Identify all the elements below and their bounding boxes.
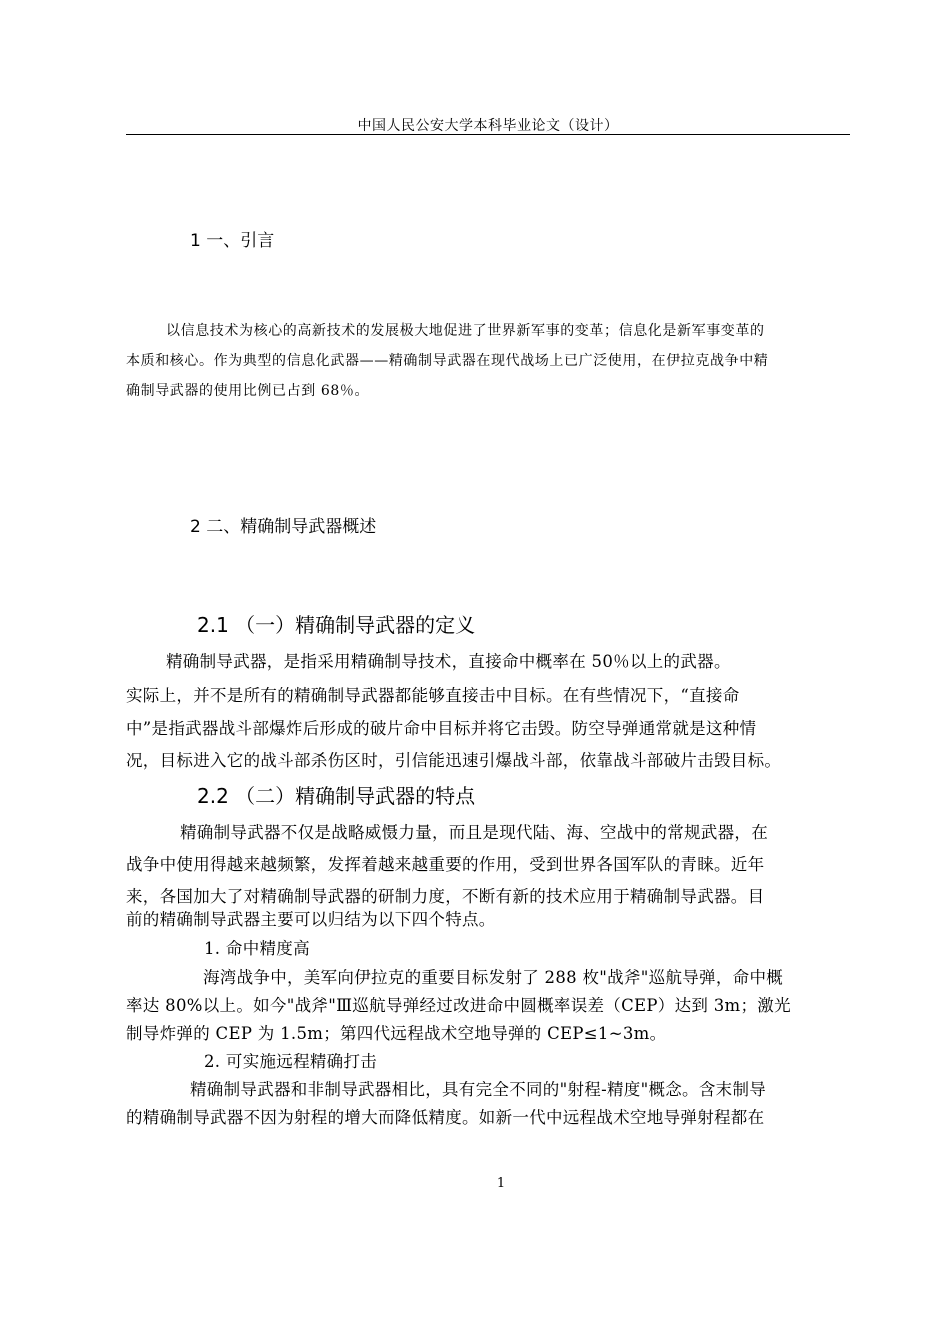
page-header: 中国人民公安大学本科毕业论文（设计）: [357, 118, 619, 134]
features-paragraph-line: 精确制导武器不仅是战略威慑力量，而且是现代陆、海、空战中的常规武器，在: [180, 823, 768, 842]
intro-paragraph-line: 确制导武器的使用比例已占到 68％。: [126, 383, 370, 399]
feature-1-line: 制导炸弹的 CEP 为 1.5m；第四代远程战术空地导弹的 CEP≤1~3m。: [126, 1024, 667, 1043]
definition-paragraph-line: 中”是指武器战斗部爆炸后形成的破片命中目标并将它击毁。防空导弹通常就是这种情: [126, 719, 757, 738]
section-2-heading: 2 二、精确制导武器概述: [190, 517, 377, 537]
definition-paragraph-line: 况，目标进入它的战斗部杀伤区时，引信能迅速引爆战斗部，依靠战斗部破片击毁目标。: [126, 751, 782, 770]
feature-1-label: 1. 命中精度高: [204, 939, 310, 958]
definition-paragraph-line: 实际上，并不是所有的精确制导武器都能够直接击中目标。在有些情况下，“直接命: [126, 686, 740, 705]
intro-paragraph-line: 以信息技术为核心的高新技术的发展极大地促进了世界新军事的变革；信息化是新军事变革的: [166, 323, 765, 339]
section-1-heading: 1 一、引言: [190, 231, 275, 251]
feature-2-label: 2. 可实施远程精确打击: [204, 1052, 378, 1071]
definition-paragraph-line: 精确制导武器，是指采用精确制导技术，直接命中概率在 50％以上的武器。: [166, 652, 731, 671]
header-rule: [126, 134, 850, 135]
page-number: 1: [496, 1176, 506, 1191]
section-2-2-heading: 2.2 （二）精确制导武器的特点: [197, 784, 476, 808]
feature-1-line: 海湾战争中，美军向伊拉克的重要目标发射了 288 枚"战斧"巡航导弹，命中概: [203, 968, 784, 987]
feature-2-line: 精确制导武器和非制导武器相比，具有完全不同的"射程-精度"概念。含末制导: [190, 1080, 767, 1099]
feature-1-line: 率达 80%以上。如今"战斧"Ⅲ巡航导弹经过改进命中圆概率误差（CEP）达到 3m；激光: [126, 996, 791, 1015]
features-paragraph-line: 前的精确制导武器主要可以归结为以下四个特点。: [126, 910, 496, 929]
section-2-1-heading: 2.1 （一）精确制导武器的定义: [197, 613, 476, 637]
features-paragraph-line: 战争中使用得越来越频繁，发挥着越来越重要的作用，受到世界各国军队的青睐。近年: [126, 855, 765, 874]
intro-paragraph-line: 本质和核心。作为典型的信息化武器——精确制导武器在现代战场上已广泛使用，在伊拉克战争中精: [126, 353, 769, 369]
feature-2-line: 的精确制导武器不因为射程的增大而降低精度。如新一代中远程战术空地导弹射程都在: [126, 1108, 765, 1127]
features-paragraph-line: 来，各国加大了对精确制导武器的研制力度，不断有新的技术应用于精确制导武器。目: [126, 887, 765, 906]
